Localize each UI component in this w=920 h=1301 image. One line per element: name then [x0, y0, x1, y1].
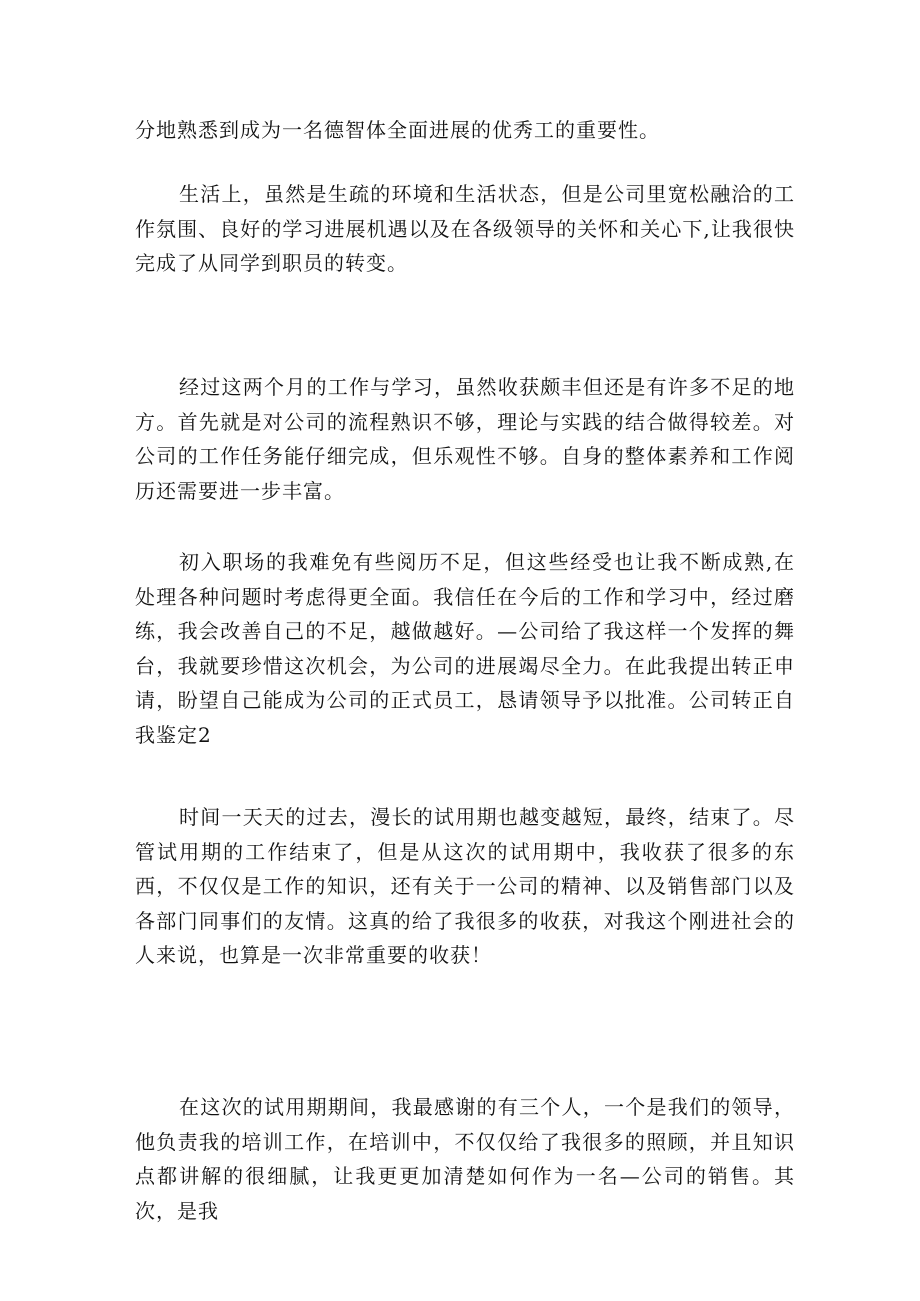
paragraph-application: 初入职场的我难免有些阅历不足，但这些经受也让我不断成熟,在处理各种问题时考虑得更全面。我信任在今后的工作和学习中，经过磨练，我会改善自己的不足，越做越好。—公司给了我这样一个发挥的舞台，我就要珍惜这次机会，为公司的进展竭尽全力。在此我提出转正申请，盼望自己能成为公司的正式员工，恳请领导予以批准。公司转正自我鉴定2 [135, 550, 795, 747]
paragraph-shortcomings: 经过这两个月的工作与学习，虽然收获颇丰但还是有许多不足的地方。首先就是对公司的流程熟识不够，理论与实践的结合做得较差。对公司的工作任务能仔细完成，但乐观性不够。自身的整体素养和工作阅历还需要进一步丰富。 [135, 375, 795, 503]
paragraph-gratitude: 在这次的试用期期间，我最感谢的有三个人，一个是我们的领导，他负责我的培训工作，在培训中，不仅仅给了我很多的照顾，并且知识点都讲解的很细腻，让我更更加清楚如何作为一名—公司的销售。其次，是我 [135, 1095, 795, 1223]
paragraph-continuation: 分地熟悉到成为一名德智体全面进展的优秀工的重要性。 [135, 118, 660, 142]
paragraph-life: 生活上，虽然是生疏的环境和生活状态，但是公司里宽松融洽的工作氛围、良好的学习进展机遇以及在各级领导的关怀和关心下,让我很快完成了从同学到职员的转变。 [135, 182, 795, 275]
paragraph-probation-end: 时间一天天的过去，漫长的试用期也越变越短，最终，结束了。尽管试用期的工作结束了，但是从这次的试用期中，我收获了很多的东西，不仅仅是工作的知识，还有关于一公司的精神、以及销售部门以及各部门同事们的友情。这真的给了我很多的收获，对我这个刚进社会的人来说，也算是一次非常重要的收获！ [135, 805, 795, 967]
